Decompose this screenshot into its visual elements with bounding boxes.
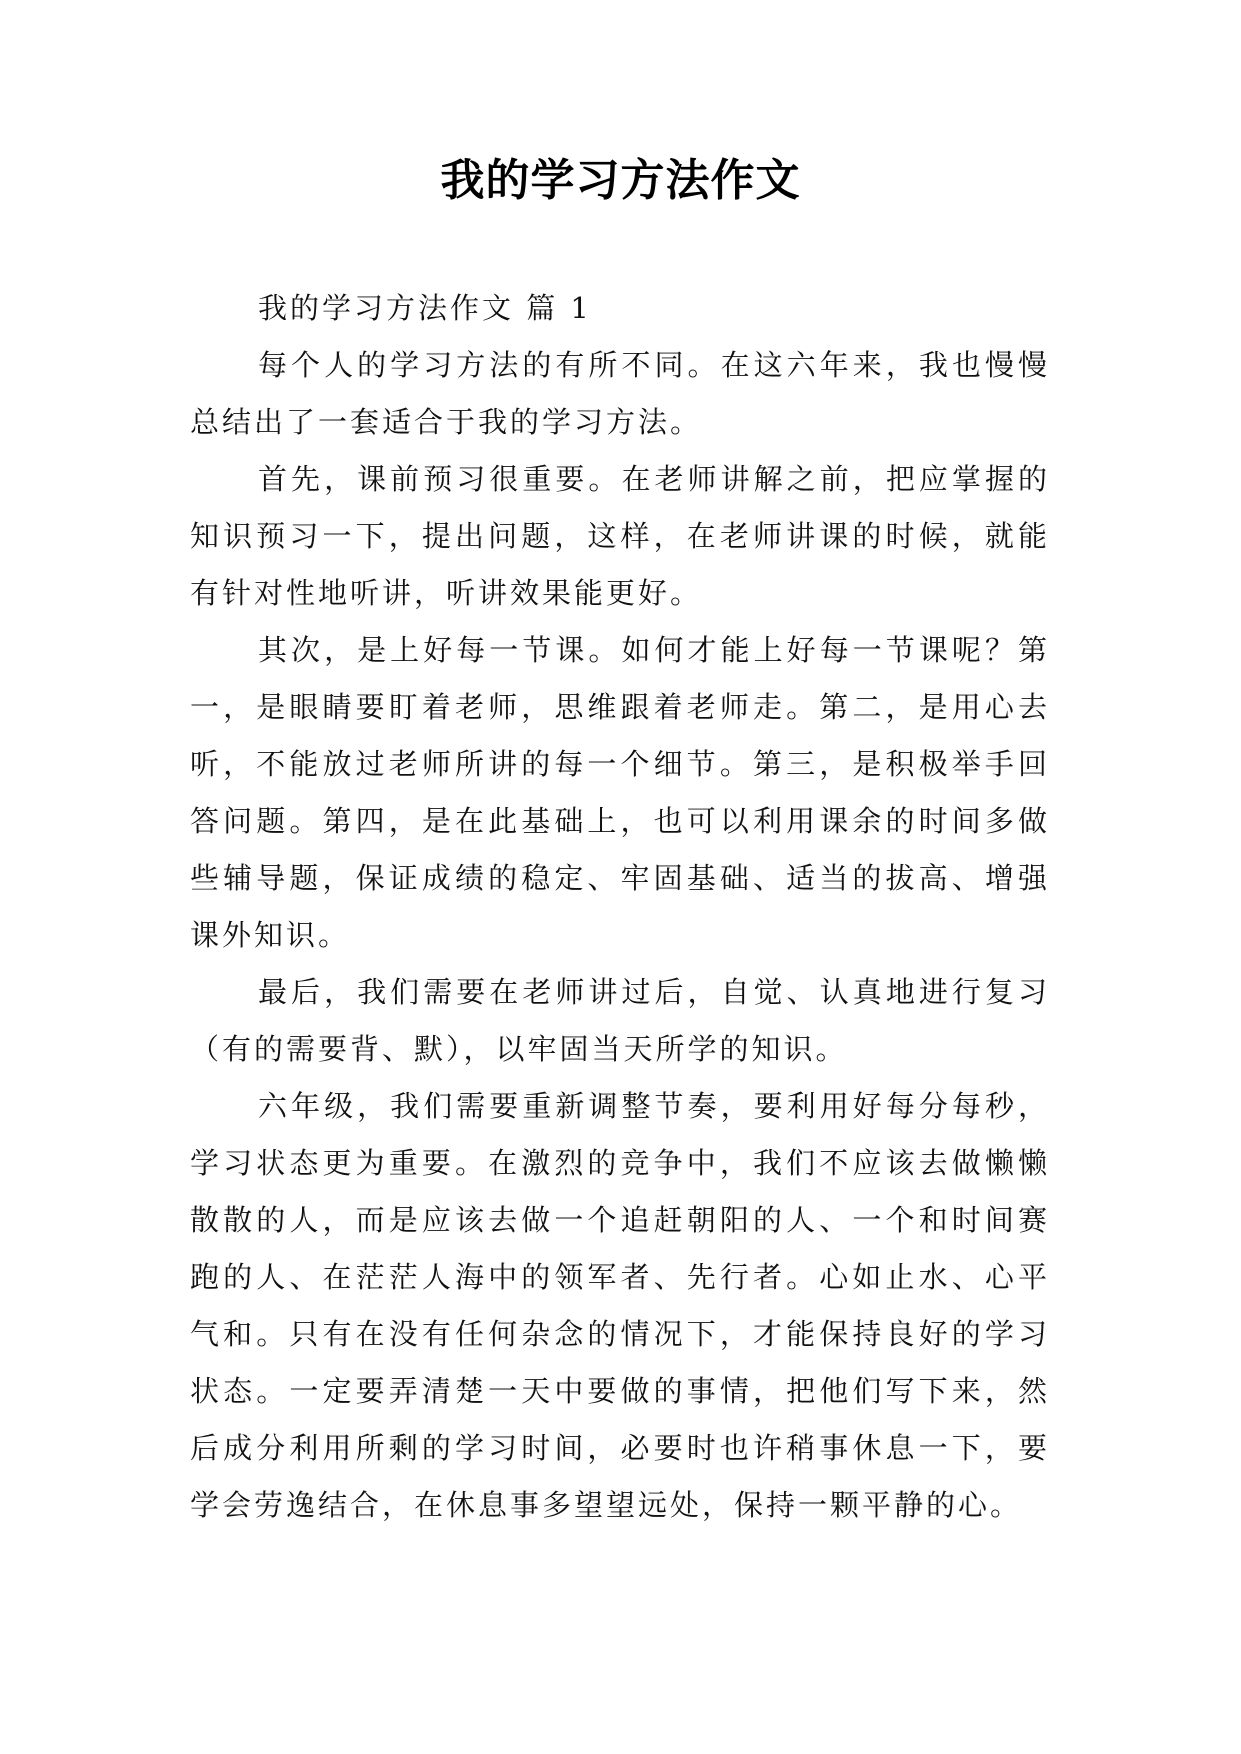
document-title: 我的学习方法作文 <box>440 155 801 206</box>
paragraph-5: 六年级，我们需要重新调整节奏，要利用好每分每秒，学习状态更为重要。在激烈的竞争中，我们不应该去做懒懒散散的人，而是应该去做一个追赶朝阳的人、一个和时间赛跑的人、在茫茫人海中的领军者、先行者。心如止水、心平气和。只有在没有任何杂念的情况下，才能保持良好的学习状态。一定要弄清楚一天中要做的事情，把他们写下来，然后成分利用所剩的学习时间，必要时也许稍事休息一下，要学会劳逸结合，在休息事多望望远处，保持一颗平静的心。 <box>190 1089 1050 1522</box>
paragraph-1: 每个人的学习方法的有所不同。在这六年来，我也慢慢总结出了一套适合于我的学习方法。 <box>190 348 1050 439</box>
document-body <box>190 280 1050 1534</box>
section-heading: 我的学习方法作文 篇 1 <box>258 291 592 325</box>
paragraph-3: 其次，是上好每一节课。如何才能上好每一节课呢？第一，是眼睛要盯着老师，思维跟着老师走。第二，是用心去听，不能放过老师所讲的每一个细节。第三，是积极举手回答问题。第四，是在此基础上，也可以利用课余的时间多做些辅导题，保证成绩的稳定、牢固基础、适当的拔高、增强课外知识。 <box>190 633 1050 952</box>
paragraph-4: 最后，我们需要在老师讲过后，自觉、认真地进行复习（有的需要背、默），以牢固当天所学的知识。 <box>190 975 1050 1066</box>
paragraph-2: 首先，课前预习很重要。在老师讲解之前，把应掌握的知识预习一下，提出问题，这样，在老师讲课的时候，就能有针对性地听讲，听讲效果能更好。 <box>190 462 1050 610</box>
